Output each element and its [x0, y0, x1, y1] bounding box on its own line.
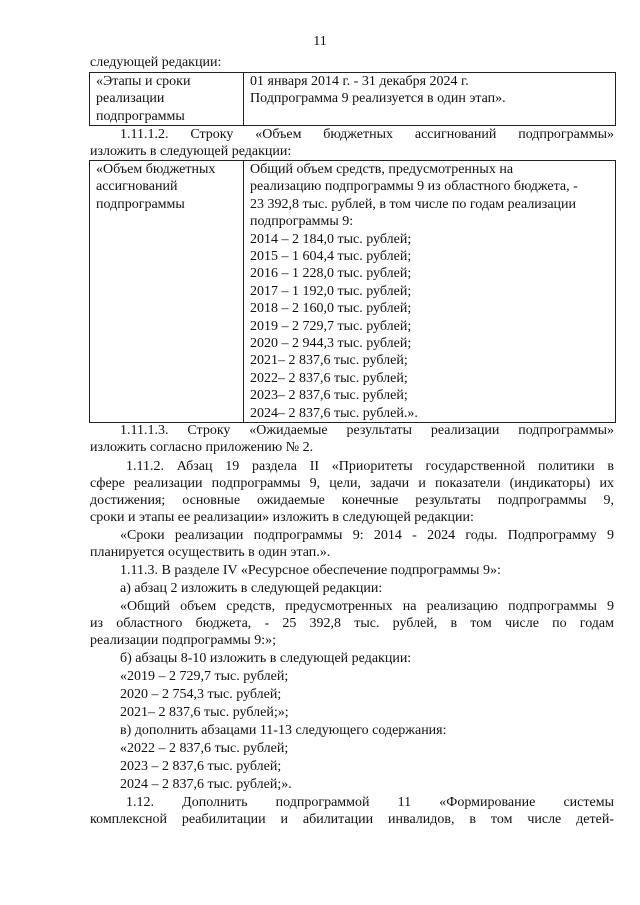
year-amount: 2014 – 2 184,0 тыс. рублей;	[250, 231, 412, 247]
paragraph-line: б) абзацы 8-10 изложить в следующей редакции:	[120, 651, 412, 666]
paragraph-line: в) дополнить абзацами 11-13 следующего содержания:	[120, 723, 447, 738]
table-text: Общий объем средств, предусмотренных на	[250, 162, 514, 177]
paragraph-line: «2019 – 2 729,7 тыс. рублей;	[120, 669, 289, 684]
year-amount: 2020 – 2 944,3 тыс. рублей;	[250, 336, 412, 352]
year-amount: 2024– 2 837,6 тыс. рублей.».	[250, 405, 418, 421]
paragraph-line: 1.11.1.2. Строку «Объем бюджетных ассигнований подпрограммы»	[120, 127, 614, 142]
paragraph-line: 2021– 2 837,6 тыс. рублей;»;	[120, 705, 289, 720]
paragraph-line: комплексной реабилитации и абилитации инвалидов, в том числе детей-	[90, 812, 614, 827]
paragraph-line: изложить согласно приложению № 2.	[90, 440, 314, 455]
year-amount: 2019 – 2 729,7 тыс. рублей;	[250, 318, 412, 334]
paragraph-line: 2023 – 2 837,6 тыс. рублей;	[120, 759, 282, 774]
paragraph-line: из областного бюджета, - 25 392,8 тыс. рублей, в том числе по годам	[90, 616, 614, 631]
table-text: реализацию подпрограммы 9 из областного бюджета, -	[250, 179, 578, 195]
stages-label-cell	[90, 73, 244, 126]
paragraph-line: планируется осуществить в один этап.».	[90, 545, 331, 560]
table-text: 01 января 2014 г. - 31 декабря 2024 г.	[250, 74, 469, 89]
year-amount: 2022– 2 837,6 тыс. рублей;	[250, 370, 408, 386]
paragraph-line: а) абзац 2 изложить в следующей редакции:	[120, 581, 383, 596]
table-text: «Этапы и сроки	[96, 74, 191, 89]
year-amount: 2018 – 2 160,0 тыс. рублей;	[250, 301, 412, 317]
stages-value-cell	[244, 73, 616, 126]
table-text: ассигнований	[96, 179, 178, 195]
paragraph-line: 1.11.3. В разделе IV «Ресурсное обеспечение подпрограммы 9»:	[120, 563, 501, 578]
paragraph-line: 1.12. Дополнить подпрограммой 11 «Формирование системы	[126, 795, 614, 810]
paragraph-line: «2022 – 2 837,6 тыс. рублей;	[120, 741, 289, 756]
budget-table	[89, 160, 616, 423]
table-text: 23 392,8 тыс. рублей, в том числе по годам реализации	[250, 196, 577, 212]
paragraph-line: 2024 – 2 837,6 тыс. рублей;».	[120, 777, 292, 792]
budget-value-cell	[244, 161, 616, 423]
table-text: «Объем бюджетных	[96, 162, 216, 177]
table-text: подпрограммы	[96, 108, 185, 124]
lead-text: следующей редакции:	[90, 55, 222, 70]
paragraph-line: 1.11.2. Абзац 19 раздела II «Приоритеты государственной политики в	[126, 459, 614, 474]
paragraph-line: сфере реализации подпрограммы 9, цели, задачи и показатели (индикаторы) их	[90, 476, 614, 491]
year-amount: 2023– 2 837,6 тыс. рублей;	[250, 388, 408, 404]
table-text: реализации	[96, 91, 165, 107]
paragraph-line: сроки и этапы ее реализации» изложить в следующей редакции:	[90, 510, 474, 525]
table-text: Подпрограмма 9 реализуется в один этап».	[250, 91, 506, 107]
year-amount: 2017 – 1 192,0 тыс. рублей;	[250, 283, 412, 299]
page-number: 11	[313, 34, 327, 49]
paragraph-line: достижения; основные ожидаемые конечные результаты подпрограммы 9,	[90, 493, 614, 508]
year-amount: 2016 – 1 228,0 тыс. рублей;	[250, 266, 412, 282]
year-amount: 2015 – 1 604,4 тыс. рублей;	[250, 249, 412, 265]
paragraph-line: «Сроки реализации подпрограммы 9: 2014 - 2024 годы. Подпрограмму 9	[120, 528, 614, 543]
paragraph-line: «Общий объем средств, предусмотренных на реализацию подпрограммы 9	[120, 599, 614, 614]
table-text: подпрограммы	[96, 196, 185, 212]
table-text: подпрограммы 9:	[250, 214, 354, 230]
paragraph-line: изложить в следующей редакции:	[90, 144, 292, 159]
budget-label-cell	[90, 161, 244, 423]
year-amount: 2021– 2 837,6 тыс. рублей;	[250, 353, 408, 369]
stages-table	[89, 72, 616, 126]
paragraph-line: 2020 – 2 754,3 тыс. рублей;	[120, 687, 282, 702]
paragraph-line: реализации подпрограммы 9:»;	[90, 633, 276, 648]
paragraph-line: 1.11.1.3. Строку «Ожидаемые результаты реализации подпрограммы»	[120, 423, 614, 438]
